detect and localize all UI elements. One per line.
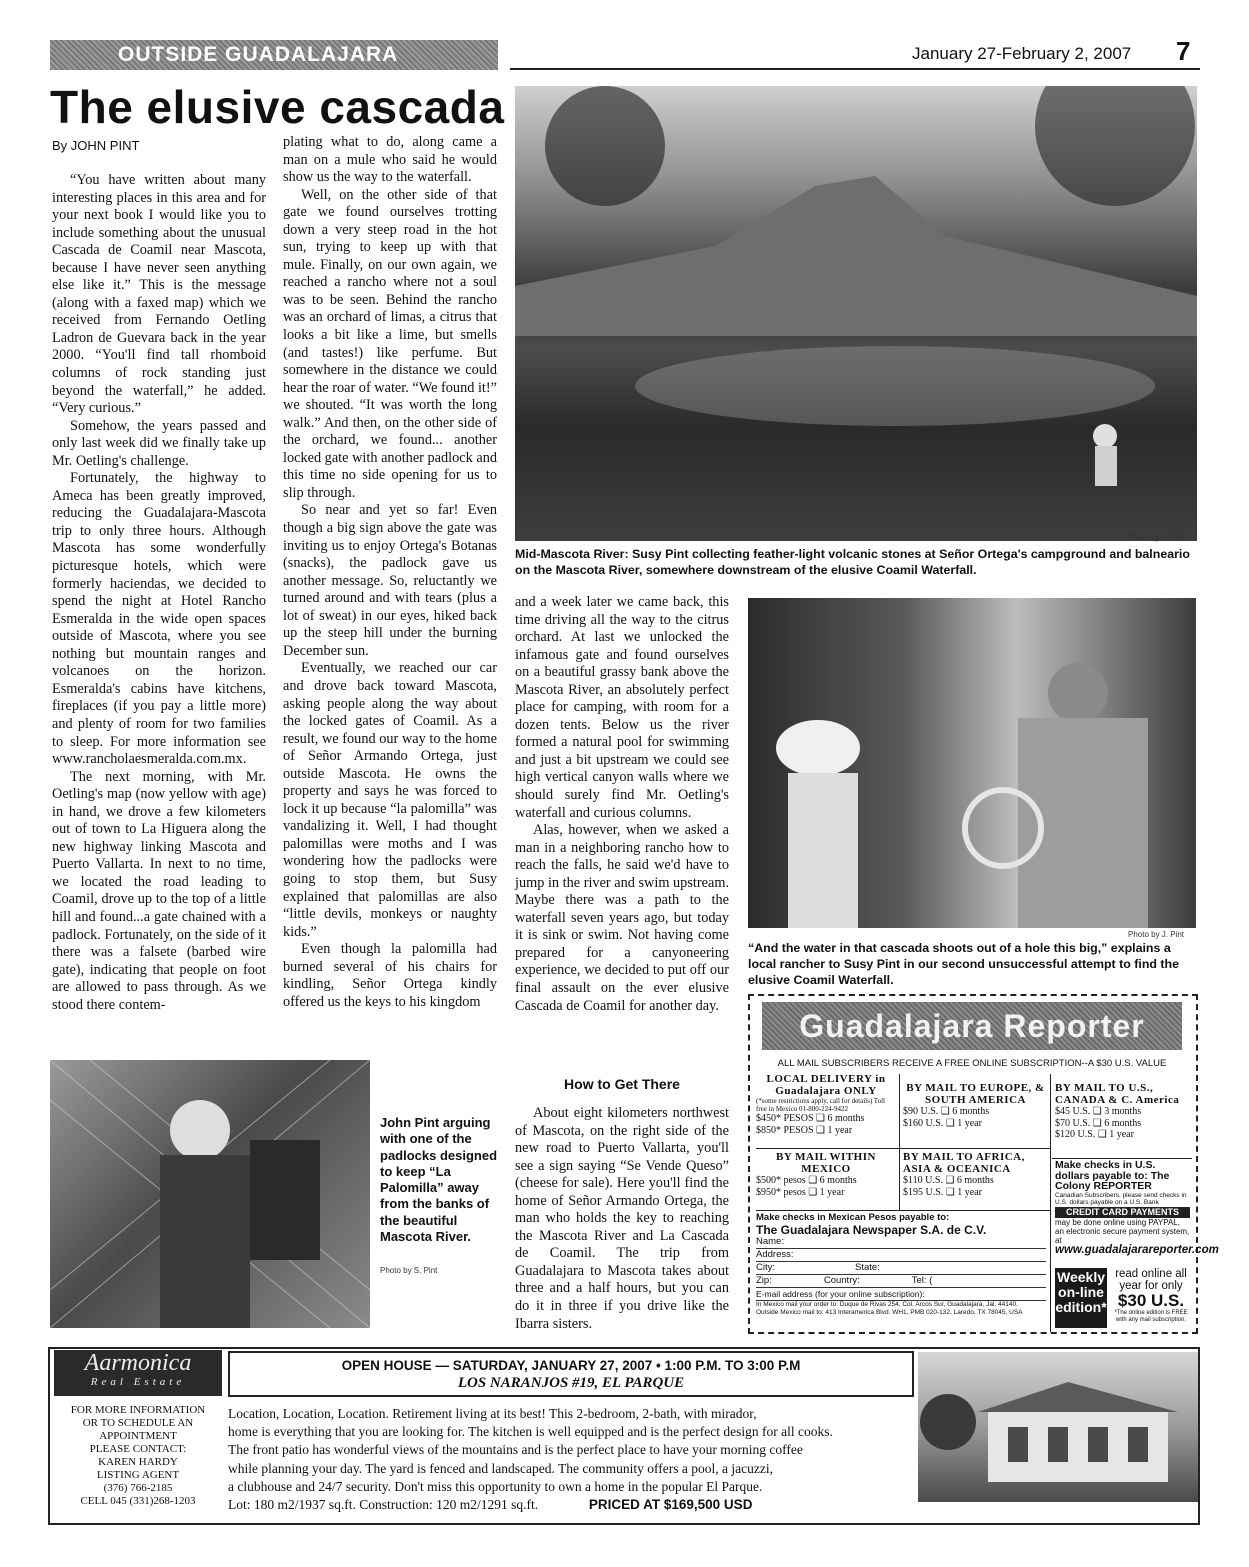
open-house-description <box>228 1405 916 1514</box>
realestate-logo-main: Aarmonica <box>84 1350 192 1376</box>
contact-line: FOR MORE INFORMATION <box>70 1404 206 1416</box>
rate-option[interactable]: $110 U.S. ❑ 6 months <box>903 1175 994 1186</box>
paragraph: and a week later we came back, this time driving all the way to the citrus orchard. At last we unlocked the infamous gate and found ourselves on a beautiful grassy bank above the Mascota River, an absolutely perfect place for camping, with room for a dozen tents. Below us the river formed a natural pool for swimming and just a bit upstream we could see high vertical canyon walls where we should surely find Mr. Oetling's waterfall and curious columns. <box>515 594 729 821</box>
rate-option[interactable]: $160 U.S. ❑ 1 year <box>903 1117 982 1129</box>
paragraph: Well, on the other side of that gate we found ourselves trotting down a very steep road in the hot sun, trying to keep up with that mule. Finally, on our own again, we reached a rancho where not a soul was to be seen. Behind the rancho was an orchard of limas, a citrus that looks a bit like a lime, but smells (and tastes!) like perfume. But somewhere in the distance we could hear the roar of water. “We found it!” we shouted. “It was worth the long walk.” And then, on the other side of the orchard, we found... another locked gate with another padlock and this time no side opening for us to slip through. <box>283 186 497 501</box>
contact-line: LISTING AGENT <box>96 1469 180 1481</box>
padlock-photo-illustration <box>50 1060 370 1328</box>
description-line: a clubhouse and 24/7 security. Don't miss this opportunity to own a home in the popular El Parque. <box>228 1478 763 1494</box>
photo-caption: John Pint arguing with one of the padlocks designed to keep “La Palomilla” away from the banks of the beautiful Mascota River. <box>380 1115 498 1245</box>
rate-note: (*some restrictions apply, call for details) Toll free in Mexico 01-800-224-9422 <box>756 1097 885 1113</box>
sidebar-title: How to Get There <box>564 1076 680 1092</box>
payee: The Guadalajara Newspaper S.A. de C.V. <box>756 1223 987 1237</box>
rate-title: LOCAL DELIVERY in Guadalajara ONLY <box>766 1073 886 1097</box>
realestate-contact <box>52 1404 224 1508</box>
padlock-photo <box>50 1060 370 1328</box>
rancher-photo <box>748 598 1196 928</box>
paragraph: So near and yet so far! Even though a big sign above the gate was inviting us to enjoy Ortega's Botanas (snacks), the padlock gave us another message. So, reluctantly we turned around and with tears (plus a lot of sweat) in our eyes, hiked back up the steep hill under the burning December sun. <box>283 502 497 659</box>
realestate-logo <box>54 1350 222 1396</box>
contact-line: OR TO SCHEDULE AN <box>82 1417 194 1429</box>
divider <box>756 1148 1050 1149</box>
rate-us <box>1055 1083 1190 1141</box>
rate-europe <box>903 1083 1048 1129</box>
paragraph: Eventually, we reached our car and drove back toward Mascota, asking people along the way about the locked gates of Coamil. As a result, we found our way to the home of Señor Armando Ortega, just outside Mascota. He owns the property and says he was forced to lock it up because “la palomilla” was vandalizing it. Well, I had thought palomillas were moths and I was wondering how the padlocks were going to stop them, but Susy explained that palomillas are also “little devils, monkeys or naughty kids.” <box>283 660 497 940</box>
form-city[interactable]: City: <box>756 1262 775 1273</box>
paragraph: About eight kilometers northwest of Mascota, on the right side of the new road to Puerto Vallarta, you'll see a sign saying “Se Vende Queso” (cheese for sale). Here you'll find the home of Señor Armando Ortega, the man who holds the key to reaching the Mascota River and La Cascada de Coamil. The trip from Guadalajara to Mascota takes about three and a half hours, but you can do it in three if you drive like the Ibarra sisters. <box>515 1105 729 1332</box>
photo-caption: “And the water in that cascada shoots out of a hole this big,” explains a local rancher to Susy Pint in our second unsuccessful attempt to find the elusive Coamil Waterfall. <box>748 941 1179 987</box>
credit-text: may be done online using PAYPAL, an electronic secure payment system, at <box>1055 1217 1190 1245</box>
open-house-title: OPEN HOUSE — SATURDAY, JANUARY 27, 2007 • 1:00 P.M. TO 3:00 P.M <box>341 1358 801 1373</box>
form-country[interactable]: Country: <box>823 1275 860 1286</box>
river-photo-illustration <box>515 86 1197 541</box>
mail-mexico: In Mexico mail your order to: Duque de Rivas 254, Col. Arcos Sur, Guadalajara, Jal. 44140. <box>756 1301 1018 1308</box>
divider <box>756 1210 1050 1211</box>
article-column-3 <box>515 594 729 1015</box>
rate-title: BY MAIL TO AFRICA, ASIA & OCEANICA <box>903 1151 1025 1175</box>
rate-title: BY MAIL TO EUROPE, & SOUTH AMERICA <box>906 1082 1045 1106</box>
rate-option[interactable]: $90 U.S. ❑ 6 months <box>903 1106 990 1117</box>
rate-asia <box>903 1152 1048 1198</box>
rate-option[interactable]: $950* pesos ❑ 1 year <box>756 1186 845 1198</box>
credit-url[interactable]: www.guadalajarareporter.com <box>1055 1243 1219 1256</box>
rate-title: BY MAIL TO U.S., CANADA & C. America <box>1055 1082 1180 1106</box>
paragraph: plating what to do, along came a man on a mule who said he would show us the way to the waterfall. <box>283 134 497 186</box>
rate-option[interactable]: $120 U.S. ❑ 1 year <box>1055 1129 1134 1140</box>
contact-line: PLEASE CONTACT: <box>89 1443 187 1455</box>
description-line: while planning your day. The yard is fenced and landscaped. The community offers a pool, a jacuzzi, <box>228 1460 773 1476</box>
description-line: Location, Location, Location. Retirement living at its best! This 2-bedroom, 2-bath, with mirador, <box>228 1406 757 1421</box>
usd-checks-note: Canadian Subscribers, please send checks in U.S. dollars payable on a U.S. Bank <box>1055 1191 1187 1206</box>
realestate-logo-sub: Real Estate <box>90 1376 186 1388</box>
paragraph: Even though la palomilla had burned several of his chairs for kindling, Señor Ortega kindly offered us the keys to his kingdom <box>283 941 497 1010</box>
online-text: read online all year for only <box>1115 1268 1187 1292</box>
page-number: 7 <box>1176 36 1191 66</box>
rate-local <box>756 1074 896 1136</box>
divider <box>899 1074 900 1210</box>
rancher-photo-illustration <box>748 598 1196 928</box>
credit-card-box <box>1055 1207 1219 1256</box>
form-email[interactable]: E-mail address (for your online subscription): <box>756 1288 1046 1301</box>
rate-mexico <box>756 1152 896 1198</box>
form-address[interactable]: Address: <box>756 1249 1046 1262</box>
paragraph: The next morning, with Mr. Oetling's map (now yellow with age) in hand, we drove a few kilometers out of town to La Higuera along the new highway linking Mascota and Puerto Vallarta. In next to no time, we located the road leading to Coamil, drove up to the top of a little hill and found...a gate chained with a padlock. Fortunately, on the side of it there was a falsete (barbed wire gate), indicating that people on foot are allowed to pass through. As we stood there contem- <box>52 768 266 1013</box>
listing-price: PRICED AT $169,500 USD <box>588 1497 753 1513</box>
header-rule <box>510 68 1200 70</box>
form-state[interactable]: State: <box>855 1262 880 1273</box>
rate-option[interactable]: $45 U.S. ❑ 3 months <box>1055 1106 1142 1117</box>
contact-line: CELL 045 (331)268-1203 <box>80 1495 196 1507</box>
rate-title: BY MAIL WITHIN MEXICO <box>776 1151 876 1175</box>
online-price: $30 U.S. <box>1117 1291 1185 1310</box>
open-house-address: LOS NARANJOS #19, EL PARQUE <box>457 1375 685 1391</box>
article-column-2 <box>283 134 497 1011</box>
photo-credit: Photo by S. Pint <box>380 1266 438 1275</box>
contact-line: KAREN HARDY <box>98 1456 178 1468</box>
divider <box>1050 1074 1051 1332</box>
contact-line: (376) 766-2185 <box>103 1482 173 1494</box>
subscription-banner: ALL MAIL SUBSCRIBERS RECEIVE A FREE ONLINE SUBSCRIPTION--A $30 U.S. VALUE <box>777 1058 1167 1069</box>
rate-option[interactable]: $500* pesos ❑ 6 months <box>756 1175 857 1186</box>
form-zip[interactable]: Zip: <box>756 1275 772 1286</box>
form-name[interactable]: Name: <box>756 1236 1046 1249</box>
mail-outside: Outside Mexico mail to: 413 Interamerica Blvd. WH1, PMB 020-132, Laredo, TX 78045, USA <box>756 1309 1023 1316</box>
subscription-form <box>756 1212 1046 1317</box>
open-house-header <box>228 1351 914 1397</box>
weekly-badge: Weekly on-line edition* <box>1055 1268 1107 1328</box>
photo-credit: Photo by J. Pint <box>1128 533 1185 542</box>
issue-date: January 27-February 2, 2007 <box>912 44 1132 63</box>
online-note: *The online edition is FREE with any mail subscription. <box>1114 1310 1188 1323</box>
lot-size: Lot: 180 m2/1937 sq.ft. Construction: 120 m2/1291 sq.ft. <box>228 1497 539 1513</box>
rate-option[interactable]: $850* PESOS ❑ 1 year <box>756 1124 853 1136</box>
byline: By JOHN PINT <box>52 138 140 153</box>
pesos-checks: Make checks in Mexican Pesos payable to: <box>756 1212 950 1223</box>
usd-checks <box>1055 1160 1190 1207</box>
photo-caption: Mid-Mascota River: Susy Pint collecting feather-light volcanic stones at Señor Ortega's campground and balneario on the Mascota River, somewhere downstream of the elusive Coamil Waterfall. <box>515 547 1190 577</box>
rate-option[interactable]: $450* PESOS ❑ 6 months <box>756 1113 865 1124</box>
section-banner: OUTSIDE GUADALAJARA <box>50 40 498 70</box>
paragraph: Fortunately, the highway to Ameca has been greatly improved, reducing the Guadalajara-Mascota trip to only three hours. Although Mascota has some wonderfully picturesque hotels, which were formerly haciendas, we decided to spend the night at Hotel Rancho Esmeralda in the wide open spaces outside of Mascota, where you see nothing but mountain ranges and volcanoes on the horizon. Esmeralda's cabins have kitchens, fireplaces (if you pay a little more) and plenty of room for two families to sleep. For more information see www.rancholaesmeralda.com.mx. <box>52 470 266 768</box>
form-tel[interactable]: Tel: ( <box>911 1275 933 1286</box>
rate-option[interactable]: $195 U.S. ❑ 1 year <box>903 1186 982 1198</box>
credit-title: CREDIT CARD PAYMENTS <box>1055 1207 1190 1218</box>
paragraph: Somehow, the years passed and only last week did we finally take up Mr. Oetling's challenge. <box>52 417 266 469</box>
description-line: home is everything that you are looking for. The kitchen is well equipped and is the perfect design for all cooks. <box>228 1424 833 1440</box>
newspaper-logo: Guadalajara Reporter <box>762 1002 1182 1050</box>
house-photo-illustration <box>918 1352 1198 1502</box>
rate-option[interactable]: $70 U.S. ❑ 6 months <box>1055 1117 1142 1129</box>
contact-line: APPOINTMENT <box>99 1430 177 1442</box>
paragraph: Alas, however, when we asked a man in a neighboring rancho how to reach the falls, he said we'd have to jump in the river and swim upstream. Maybe there was a path to the waterfall seven years ago, but today it is sink or swim. Not having come prepared for a canyoneering experience, we decided to put off our final assault on the ever elusive Cascada de Coamil for another day. <box>515 822 730 1014</box>
photo-credit: Photo by J. Pint <box>1128 930 1185 939</box>
online-offer <box>1110 1268 1192 1324</box>
article-column-1 <box>52 172 266 1014</box>
paragraph: “You have written about many interesting places in this area and for your next book I would like you to include something about the unusual Cascada de Coamil near Mascota, because I have never seen anything else like it.” This is the message (along with a faxed map) which we received from Fernando Oetling Ladron de Guevara back in the year 2000. “You'll find tall rhomboid columns of rock standing just beyond the waterfall,” he added. “Very curious.” <box>52 172 266 417</box>
usd-checks-title: Make checks in U.S. dollars payable to: The Colony REPORTER <box>1055 1159 1170 1192</box>
description-line: The front patio has wonderful views of the mountains and is the perfect place to have your morning coffee <box>228 1442 803 1458</box>
sidebar-text <box>515 1105 729 1333</box>
headline: The elusive cascada <box>50 81 505 133</box>
river-photo <box>515 86 1197 541</box>
house-photo <box>918 1352 1198 1502</box>
